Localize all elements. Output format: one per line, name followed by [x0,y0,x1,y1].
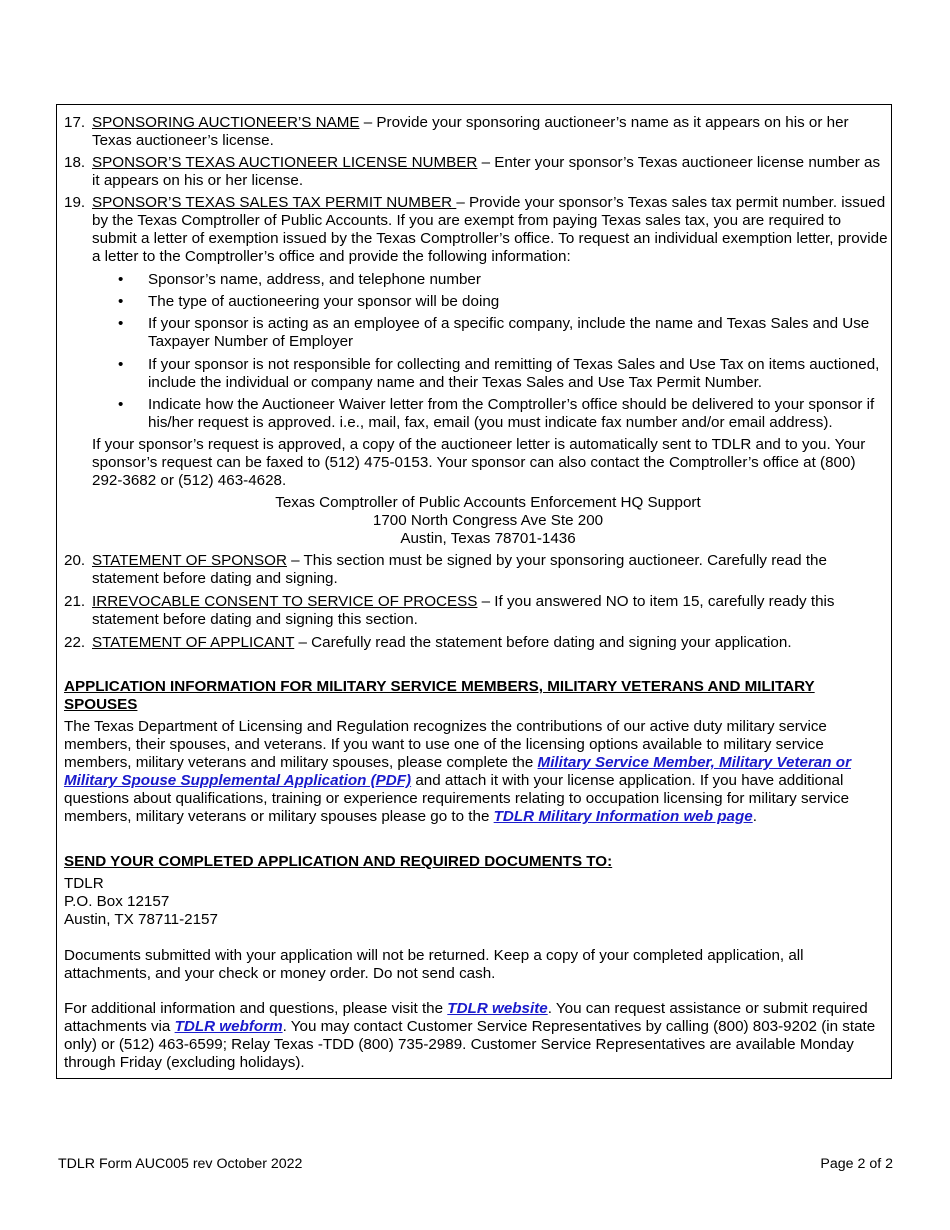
item-22-title: STATEMENT OF APPLICANT [92,634,295,651]
bullet-marker: • [118,315,124,332]
item-22-number: 22. [64,634,86,651]
sponsor-approval-text: If your sponsor’s request is approved, a copy of the auctioneer letter is automatically sent to TDLR and to you. Your sponsor’s request can be faxed to (512) 475-0153. Your sponsor can also contact the Comptroller’s office at (800) 292-3682 or (512) 463-4628. [92,436,866,489]
military-supplemental-application-link[interactable]: Military Service Member, Military Veteran or Military Spouse Supplemental Application (PDF) [64,754,851,789]
item-20-body: – This section must be signed by your sponsoring auctioneer. Carefully read the statement before dating and signing. [92,552,827,587]
mailing-address-city: Austin, TX 78711-2157 [64,911,218,928]
military-paragraph [64,718,890,826]
bullet-item: If your sponsor is acting as an employee of a specific company, include the name and Texas Sales and Use Taxpayer Number of Employer [148,315,870,350]
contact-text-3: . You may contact Customer Service Representatives by calling (800) 803-9202 (in state only) or (512) 463-6599; Relay Texas -TDD (800) 735-2989. Customer Service Representatives are available Monday through Friday (excluding holidays). [64,1018,876,1071]
contact-text-1: For additional information and questions, please visit the [64,1000,448,1017]
item-20-text [92,552,888,588]
comptroller-street: 1700 North Congress Ave Ste 200 [372,512,604,529]
bullet-marker: • [118,396,124,413]
item-21-text [92,593,888,629]
contact-text-2: . You can request assistance or submit required attachments via [64,1000,868,1035]
item-19-number: 19. [64,194,86,211]
item-18-text [92,154,888,190]
bullet-item: Indicate how the Auctioneer Waiver letter from the Comptroller’s office should be delivered to your sponsor if his/her request is approved. i.e., mail, fax, email (you must indicate fax number and/or email address). [148,396,875,431]
military-text-2: and attach it with your license application. If you have additional questions about qualifications, training or experience requirements relating to occupation licensing for military service members, military veterans or military spouses please go to the [64,772,850,825]
item-18-body: – Enter your sponsor’s Texas auctioneer license number as it appears on his or her license. [92,154,881,189]
item-19-title: SPONSOR’S TEXAS SALES TAX PERMIT NUMBER [92,194,457,211]
item-17-title: SPONSORING AUCTIONEER’S NAME [92,114,360,131]
military-text-1: The Texas Department of Licensing and Regulation recognizes the contributions of our active duty military service members, their spouses, and veterans. If you want to use one of the licensing options available to military service members, military veterans and military spouses, please complete the [64,718,827,771]
item-21-title: IRREVOCABLE CONSENT TO SERVICE OF PROCESS [92,593,478,610]
tdlr-webform-link[interactable]: TDLR webform [174,1018,283,1035]
tdlr-website-link[interactable]: TDLR website [447,1000,548,1017]
bullet-marker: • [118,271,124,288]
military-heading: APPLICATION INFORMATION FOR MILITARY SERVICE MEMBERS, MILITARY VETERANS AND MILITARY SPOUSES [64,678,815,713]
bullet-item: Sponsor’s name, address, and telephone number [148,271,481,288]
comptroller-city: Austin, Texas 78701-1436 [400,530,576,547]
item-18-number: 18. [64,154,86,171]
item-21-number: 21. [64,593,86,610]
item-20-title: STATEMENT OF SPONSOR [92,552,287,569]
item-21-body: – If you answered NO to item 15, carefully ready this statement before dating and signing this section. [92,593,835,628]
military-information-web-page-link[interactable]: TDLR Military Information web page [493,808,753,825]
item-17-number: 17. [64,114,86,131]
item-20-number: 20. [64,552,86,569]
contact-information-paragraph [64,1000,890,1072]
item-22-body: – Carefully read the statement before dating and signing your application. [294,634,792,651]
bullet-marker: • [118,293,124,310]
item-18-title: SPONSOR’S TEXAS AUCTIONEER LICENSE NUMBER [92,154,478,171]
bullet-marker: • [118,356,124,373]
documents-returned-notice: Documents submitted with your application will not be returned. Keep a copy of your completed application, all attachments, and your check or money order. Do not send cash. [64,947,804,982]
send-heading: SEND YOUR COMPLETED APPLICATION AND REQUIRED DOCUMENTS TO: [64,853,613,870]
mailing-address-po-box: P.O. Box 12157 [64,893,170,910]
form-identifier: TDLR Form AUC005 rev October 2022 [58,1156,303,1172]
page-number: Page 2 of 2 [820,1156,893,1172]
mailing-address-name: TDLR [64,875,104,892]
comptroller-name: Texas Comptroller of Public Accounts Enforcement HQ Support [275,494,701,511]
bullet-item: If your sponsor is not responsible for collecting and remitting of Texas Sales and Use Tax on items auctioned, include the individual or company name and their Texas Sales and Use Tax Permit Number. [148,356,880,391]
bullet-item: The type of auctioneering your sponsor will be doing [148,293,500,310]
item-19-text [92,194,888,266]
item-17-text [92,114,888,150]
military-text-3: . [752,808,757,825]
item-17-body: – Provide your sponsoring auctioneer’s name as it appears on his or her Texas auctioneer’s license. [92,114,849,149]
item-19-body: – Provide your sponsor’s Texas sales tax permit number. issued by the Texas Comptroller of Public Accounts. If you are exempt from paying Texas sales tax, you are required to submit a letter of exemption issued by the Texas Comptroller’s office. To request an individual exemption letter, provide a letter to the Comptroller’s office and provide the following information: [92,194,888,265]
item-22-text [92,634,888,652]
